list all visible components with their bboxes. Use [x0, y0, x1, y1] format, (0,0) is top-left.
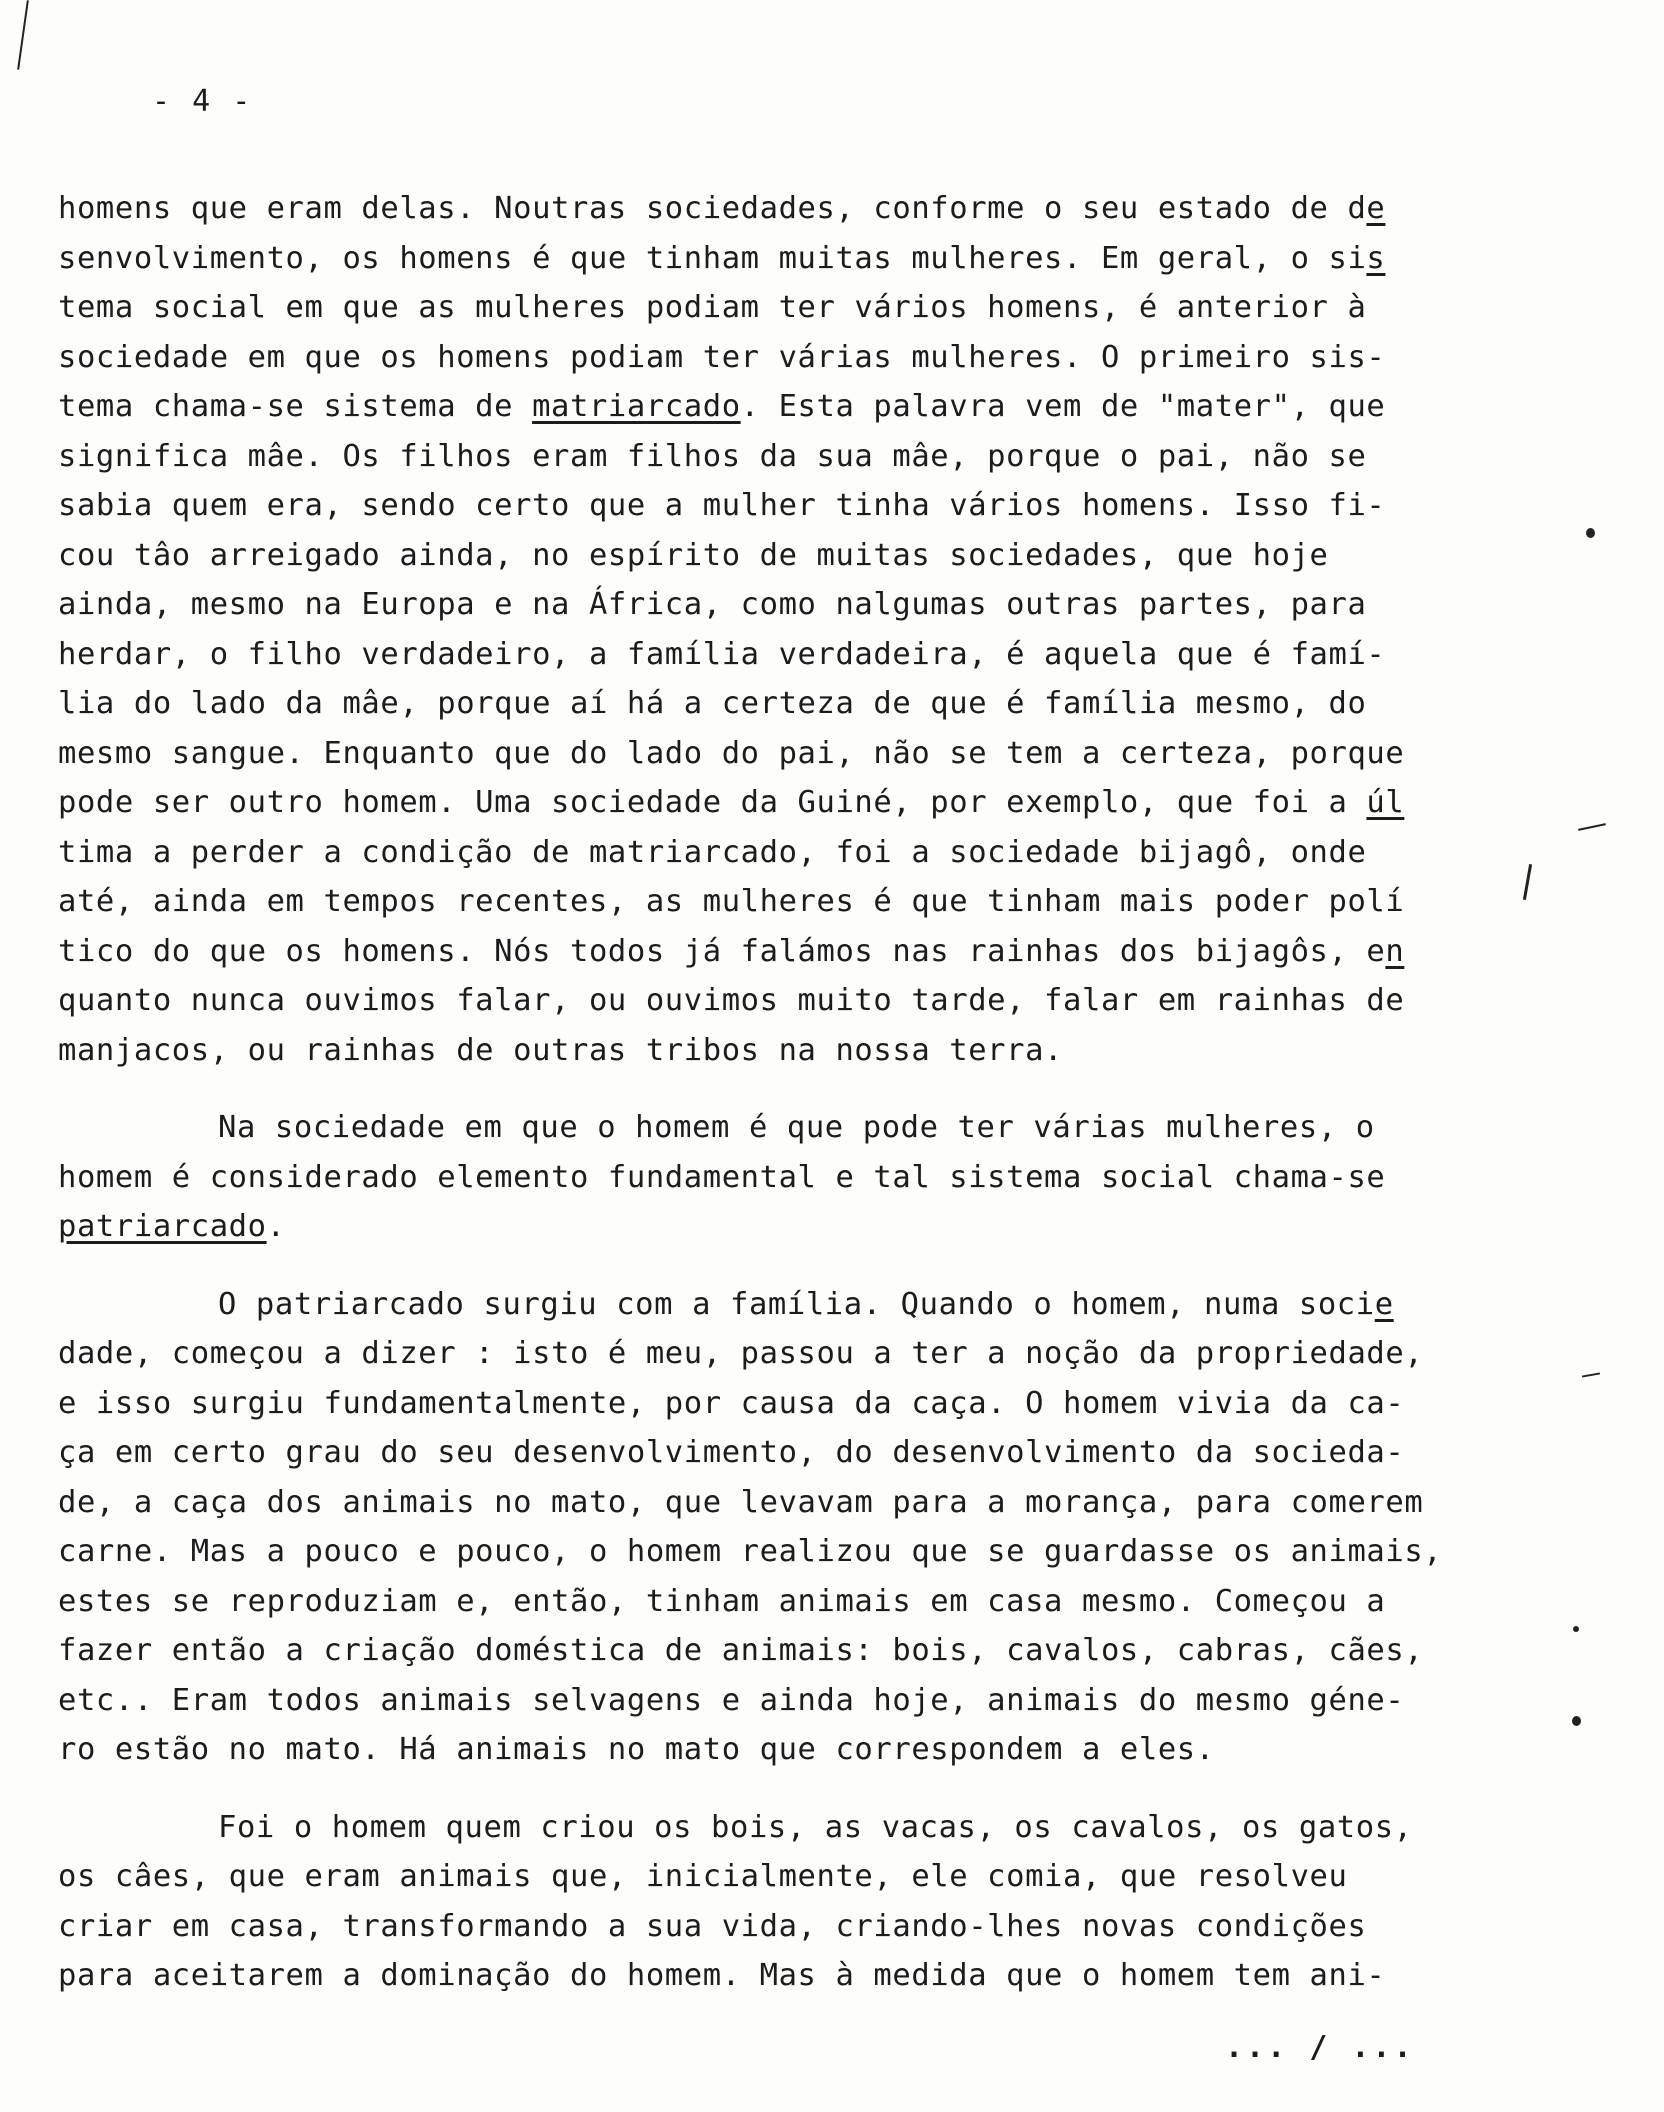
- body-text: [58, 184, 1518, 2001]
- text-line: Na sociedade em que o homem é que pode ter várias mulheres, o: [218, 1110, 1375, 1145]
- underlined-text: s: [1366, 240, 1386, 276]
- margin-dot-mark-2: [1573, 1626, 1579, 1632]
- margin-dot-mark: [1586, 528, 1595, 538]
- margin-tick-mark: [1523, 864, 1532, 900]
- text-line: para aceitarem a dominação do homem. Mas à medida que o homem tem ani-: [58, 1958, 1386, 1993]
- text-line: até, ainda em tempos recentes, as mulheres é que tinham mais poder polí: [58, 884, 1405, 919]
- text-line: pode ser outro homem. Uma sociedade da Guiné, por exemplo, que foi a úl: [58, 785, 1405, 820]
- margin-dot-mark-3: [1572, 1716, 1581, 1726]
- underlined-text: matriarcado: [532, 389, 741, 424]
- text-line: herdar, o filho verdadeiro, a família verdadeira, é aquela que é famí-: [58, 636, 1386, 672]
- text-line: estes se reproduziam e, então, tinham animais em casa mesmo. Começou a: [58, 1583, 1386, 1619]
- text-line: os câes, que eram animais que, inicialmente, ele comia, que resolveu: [58, 1859, 1348, 1894]
- text-line: significa mâe. Os filhos eram filhos da sua mâe, porque o pai, não se: [58, 438, 1367, 474]
- text-line: sociedade em que os homens podiam ter várias mulheres. O primeiro sis-: [58, 339, 1386, 375]
- text-line: dade, começou a dizer : isto é meu, passou a ter a noção da propriedade,: [58, 1336, 1424, 1371]
- text-line: fazer então a criação doméstica de animais: bois, cavalos, cabras, cães,: [58, 1633, 1424, 1668]
- text-line: criar em casa, transformando a sua vida, criando-lhes novas condições: [58, 1908, 1367, 1944]
- paragraph-gap: [58, 1775, 1518, 1803]
- text-line: patriarcado.: [58, 1209, 286, 1244]
- pen-stroke-mark: [17, 0, 29, 70]
- text-line: senvolvimento, os homens é que tinham muitas mulheres. Em geral, o sis: [58, 240, 1386, 276]
- text-line: cou tâo arreigado ainda, no espírito de muitas sociedades, que hoje: [58, 537, 1329, 573]
- paragraph-gap: [58, 1252, 1518, 1280]
- text-line: tico do que os homens. Nós todos já falámos nas rainhas dos bijagôs, en: [58, 933, 1405, 969]
- text-line: homem é considerado elemento fundamental e tal sistema social chama-se: [58, 1159, 1386, 1195]
- text-line: manjacos, ou rainhas de outras tribos na nossa terra.: [58, 1032, 1064, 1068]
- paragraph-gap: [58, 1075, 1518, 1103]
- text-line: carne. Mas a pouco e pouco, o homem realizou que se guardasse os animais,: [58, 1534, 1443, 1569]
- underlined-text: n: [1385, 933, 1405, 969]
- margin-dash-mark-2: [1582, 1372, 1600, 1377]
- text-line: etc.. Eram todos animais selvagens e ainda hoje, animais do mesmo géne-: [58, 1682, 1405, 1718]
- text-line: sabia quem era, sendo certo que a mulher tinha vários homens. Isso fi-: [58, 488, 1386, 523]
- text-line: homens que eram delas. Noutras sociedades, conforme o seu estado de de: [58, 191, 1386, 226]
- underlined-text: e: [1374, 1286, 1394, 1322]
- continuation-mark: ... / ...: [1225, 2030, 1415, 2065]
- text-line: O patriarcado surgiu com a família. Quando o homem, numa socie: [218, 1286, 1394, 1322]
- text-line: quanto nunca ouvimos falar, ou ouvimos muito tarde, falar em rainhas de: [58, 983, 1405, 1018]
- text-line: de, a caça dos animais no mato, que levavam para a morança, para comerem: [58, 1484, 1424, 1520]
- text-line: e isso surgiu fundamentalmente, por causa da caça. O homem vivia da ca-: [58, 1385, 1405, 1421]
- text-line: mesmo sangue. Enquanto que do lado do pai, não se tem a certeza, porque: [58, 735, 1405, 771]
- text-line: tima a perder a condição de matriarcado, foi a sociedade bijagô, onde: [58, 834, 1367, 870]
- margin-dash-mark: [1578, 823, 1606, 831]
- underlined-text: patriarcado: [58, 1209, 267, 1244]
- text-line: Foi o homem quem criou os bois, as vacas, os cavalos, os gatos,: [218, 1809, 1413, 1845]
- text-line: tema chama-se sistema de matriarcado. Esta palavra vem de "mater", que: [58, 389, 1386, 424]
- text-line: ça em certo grau do seu desenvolvimento, do desenvolvimento da socieda-: [58, 1435, 1405, 1470]
- underlined-text: e: [1366, 191, 1386, 226]
- underlined-text: úl: [1366, 785, 1405, 820]
- text-line: ro estão no mato. Há animais no mato que correspondem a eles.: [58, 1732, 1215, 1767]
- page-number: - 4 -: [152, 84, 253, 119]
- text-line: ainda, mesmo na Europa e na África, como nalgumas outras partes, para: [58, 587, 1367, 622]
- text-line: lia do lado da mâe, porque aí há a certeza de que é família mesmo, do: [58, 686, 1367, 721]
- text-line: tema social em que as mulheres podiam ter vários homens, é anterior à: [58, 290, 1367, 325]
